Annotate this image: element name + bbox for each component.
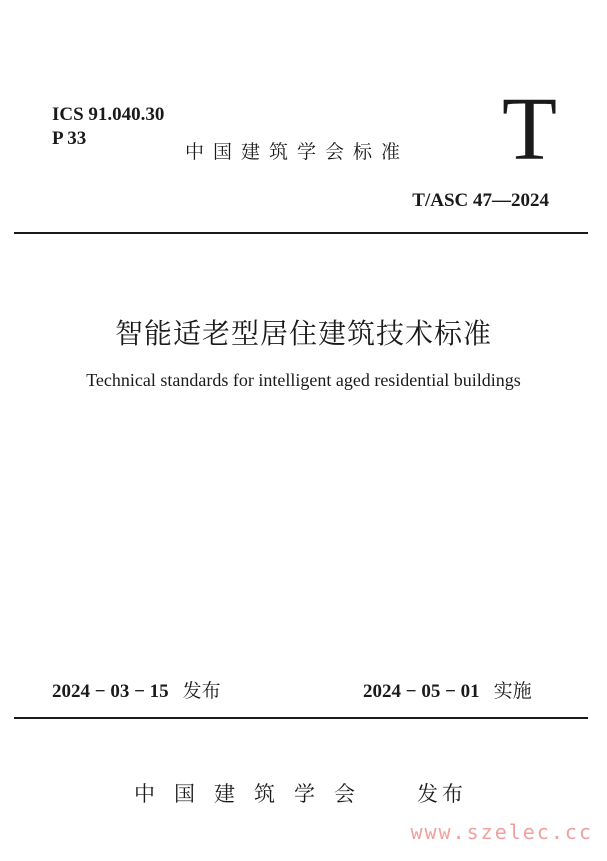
bottom-divider xyxy=(14,717,588,719)
standard-code: T/ASC 47—2024 xyxy=(412,190,549,211)
implement-label: 实施 xyxy=(493,680,532,702)
footer-issue-label: 发布 xyxy=(417,782,467,806)
title-chinese: 智能适老型居住建筑技术标准 xyxy=(114,317,492,350)
top-divider xyxy=(14,232,588,234)
classification-codes xyxy=(52,103,164,151)
issue-date: 2024 − 03 − 15 xyxy=(52,681,169,702)
issue-date-block xyxy=(52,676,221,703)
footer-organization: 中国建筑学会 xyxy=(134,782,374,806)
watermark: www.szelec.cc xyxy=(410,820,593,844)
implement-date-block xyxy=(363,676,532,703)
ccs-code: P 33 xyxy=(52,128,87,149)
title-english: Technical standards for intelligent aged residential buildings xyxy=(86,370,521,390)
implement-date: 2024 − 05 − 01 xyxy=(363,681,480,702)
issue-label: 发布 xyxy=(182,680,221,702)
ics-code: ICS 91.040.30 xyxy=(52,104,165,125)
category-letter: T xyxy=(502,80,557,179)
header-organization: 中国建筑学会标准 xyxy=(185,141,410,163)
